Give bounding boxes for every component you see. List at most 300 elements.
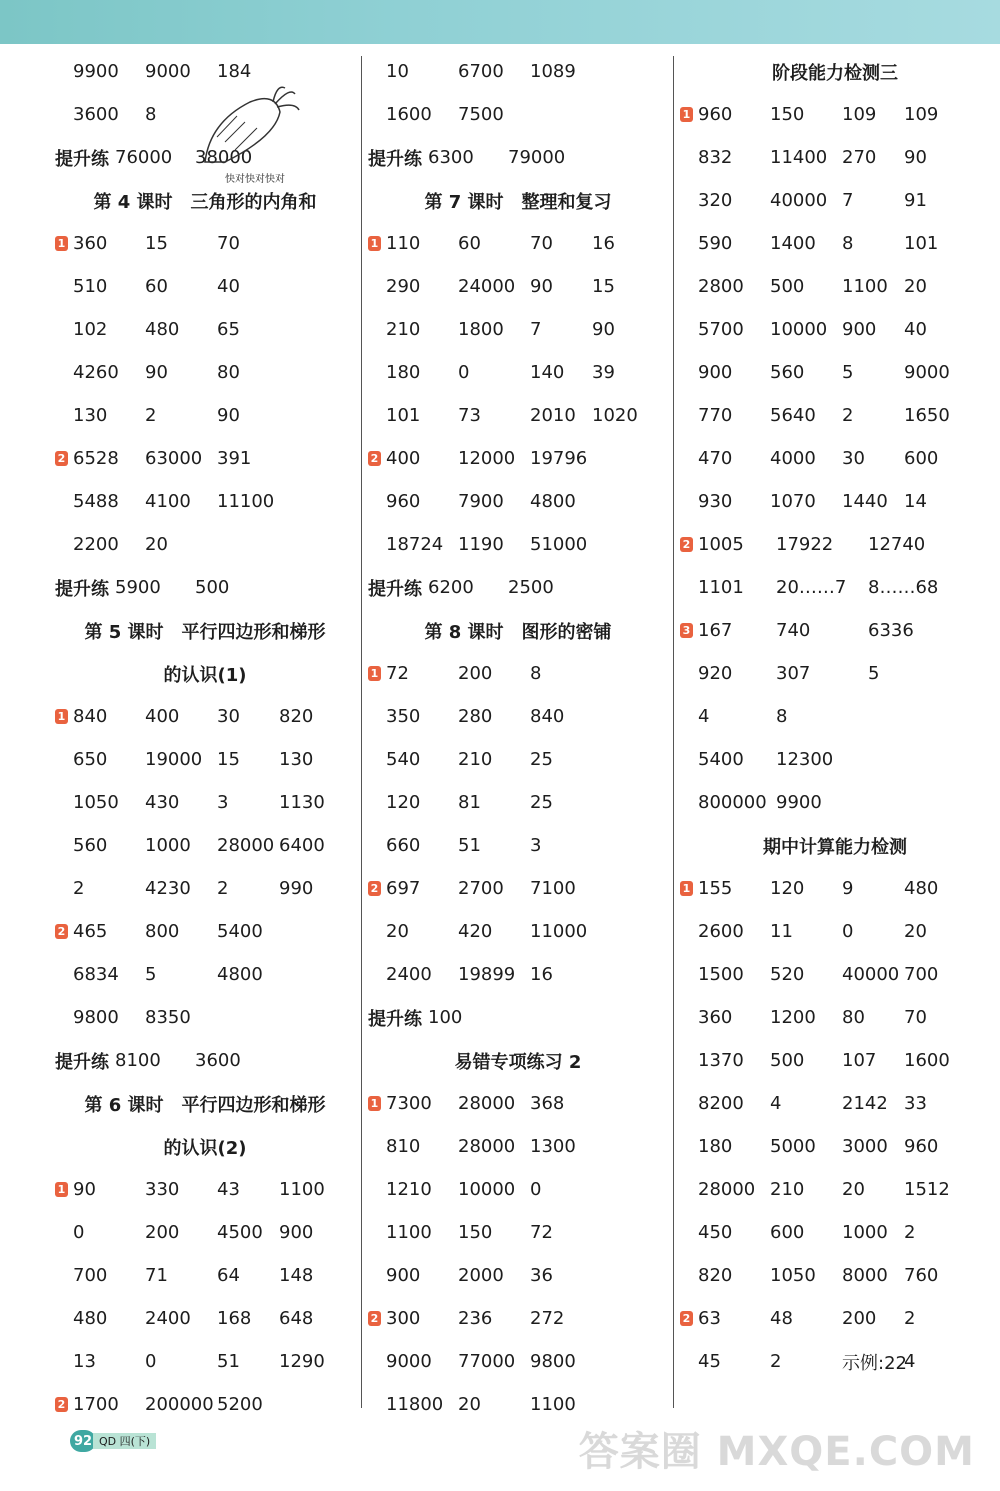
answer-row	[368, 351, 668, 394]
answer-value: 130	[279, 749, 314, 770]
question-number-badge: 2	[55, 451, 68, 466]
answer-value: 30	[217, 706, 240, 727]
answer-row	[680, 996, 990, 1039]
answer-value: 280	[458, 706, 493, 727]
answer-row	[55, 996, 355, 1039]
answer-value: 840	[530, 706, 565, 727]
answer-value: 2	[904, 1308, 916, 1329]
answer-value: 148	[279, 1265, 314, 1286]
answer-row	[368, 136, 668, 179]
answer-value: 5	[145, 964, 157, 985]
answer-row	[55, 523, 355, 566]
practice-label: 提升练	[368, 1008, 422, 1030]
section-title: 的认识(1)	[163, 664, 247, 686]
answer-value: 8100	[115, 1050, 161, 1071]
answer-value: 60	[458, 233, 481, 254]
answer-value: 800	[145, 921, 180, 942]
answer-row	[680, 523, 990, 566]
answer-value: 1650	[904, 405, 950, 426]
answer-value: 430	[145, 792, 180, 813]
answer-value: 8	[530, 663, 542, 684]
answer-value: 6700	[458, 61, 504, 82]
answer-value: 12740	[868, 534, 926, 555]
answer-row	[368, 1254, 668, 1297]
answer-value: 4	[904, 1351, 916, 1372]
answer-value: 3	[530, 835, 542, 856]
answer-value: 70	[530, 233, 553, 254]
answer-value: 210	[770, 1179, 805, 1200]
answer-value: 4000	[770, 448, 816, 469]
book-label: QD 四(下)	[93, 1433, 156, 1449]
answer-value: 示例:22	[842, 1352, 907, 1374]
answer-value: 1100	[842, 276, 888, 297]
watermark: 答案圈 MXQE.COM	[578, 1429, 975, 1475]
question-number-badge: 2	[55, 924, 68, 939]
answer-value: 14	[904, 491, 927, 512]
answer-value: 2	[904, 1222, 916, 1243]
answer-value: 1600	[904, 1050, 950, 1071]
answer-row	[55, 222, 355, 265]
answer-value: 1101	[698, 577, 744, 598]
answer-value: 70	[904, 1007, 927, 1028]
answer-value: 43	[217, 1179, 240, 1200]
question-number-badge: 1	[55, 236, 68, 251]
answer-value: 200	[842, 1308, 877, 1329]
answer-value: 6400	[279, 835, 325, 856]
answer-value: 1190	[458, 534, 504, 555]
answer-value: 660	[386, 835, 421, 856]
answer-row	[368, 265, 668, 308]
answer-value: 1000	[145, 835, 191, 856]
answer-row	[368, 1297, 668, 1340]
answer-row	[55, 351, 355, 394]
answer-value: 1800	[458, 319, 504, 340]
answer-value: 90	[530, 276, 553, 297]
answer-value: 3000	[842, 1136, 888, 1157]
answer-value: 5700	[698, 319, 744, 340]
answer-value: 77000	[458, 1351, 516, 1372]
section-title: 阶段能力检测三	[772, 62, 898, 84]
answer-value: 20	[145, 534, 168, 555]
answer-value: 36	[530, 1265, 553, 1286]
answer-value: 840	[73, 706, 108, 727]
answer-value: 2400	[145, 1308, 191, 1329]
answer-value: 48	[770, 1308, 793, 1329]
answer-row	[368, 1211, 668, 1254]
answer-row	[680, 222, 990, 265]
answer-value: 7500	[458, 104, 504, 125]
answer-value: 1070	[770, 491, 816, 512]
answer-value: 9900	[73, 61, 119, 82]
section-title: 第 8 课时 图形的密铺	[424, 621, 612, 643]
answer-value: 480	[145, 319, 180, 340]
answer-row	[680, 566, 990, 609]
question-number-badge: 2	[680, 537, 693, 552]
answer-value: 107	[842, 1050, 877, 1071]
section-title: 第 5 课时 平行四边形和梯形	[84, 621, 326, 643]
answer-row	[55, 738, 355, 781]
section-title: 第 7 课时 整理和复习	[424, 191, 612, 213]
answer-value: 11400	[770, 147, 828, 168]
answer-value: 5	[842, 362, 854, 383]
answer-value: 109	[904, 104, 939, 125]
answer-value: 770	[698, 405, 733, 426]
answer-row	[55, 437, 355, 480]
answer-value: 590	[698, 233, 733, 254]
question-number-badge: 1	[55, 1182, 68, 1197]
answer-value: 560	[770, 362, 805, 383]
answer-value: 920	[698, 663, 733, 684]
answer-value: 9000	[904, 362, 950, 383]
answer-row	[55, 781, 355, 824]
answer-value: 0	[458, 362, 470, 383]
section-title: 第 6 课时 平行四边形和梯形	[84, 1094, 326, 1116]
answer-value: 1020	[592, 405, 638, 426]
answer-value: 832	[698, 147, 733, 168]
answer-value: 320	[698, 190, 733, 211]
practice-label: 提升练	[55, 148, 109, 170]
answer-row	[680, 1125, 990, 1168]
answer-value: 65	[217, 319, 240, 340]
answer-value: 465	[73, 921, 108, 942]
answer-value: 3600	[195, 1050, 241, 1071]
answer-value: 15	[145, 233, 168, 254]
answer-value: 33	[904, 1093, 927, 1114]
answer-value: 40000	[770, 190, 828, 211]
answer-value: 4800	[530, 491, 576, 512]
answer-value: 100	[428, 1007, 463, 1028]
answer-value: 6300	[428, 147, 474, 168]
section-title: 第 4 课时 三角形的内角和	[93, 191, 317, 213]
answer-value: 900	[698, 362, 733, 383]
column-divider	[361, 56, 362, 1408]
answer-value: 51	[217, 1351, 240, 1372]
answer-value: 1200	[770, 1007, 816, 1028]
answer-value: 130	[73, 405, 108, 426]
illustration-caption: 快对快对快对	[225, 174, 285, 185]
answer-value: 1050	[73, 792, 119, 813]
practice-label: 提升练	[55, 578, 109, 600]
answer-value: 168	[217, 1308, 252, 1329]
answer-row	[55, 953, 355, 996]
question-number-badge: 1	[368, 666, 381, 681]
answer-value: 0	[530, 1179, 542, 1200]
answer-value: 360	[698, 1007, 733, 1028]
answer-row	[680, 351, 990, 394]
answer-value: 200	[458, 663, 493, 684]
answer-value: 15	[592, 276, 615, 297]
answer-value: 13	[73, 1351, 96, 1372]
question-number-badge: 1	[680, 881, 693, 896]
section-title: 易错专项练习 2	[454, 1051, 582, 1073]
answer-value: 6834	[73, 964, 119, 985]
answer-row	[55, 566, 355, 609]
answer-value: 91	[904, 190, 927, 211]
answer-value: 500	[770, 276, 805, 297]
answer-value: 90	[145, 362, 168, 383]
answer-row	[55, 308, 355, 351]
answer-value: 28000	[217, 835, 275, 856]
answer-value: 6200	[428, 577, 474, 598]
answer-value: 290	[386, 276, 421, 297]
answer-value: 2000	[458, 1265, 504, 1286]
answer-value: 368	[530, 1093, 565, 1114]
answer-value: 155	[698, 878, 733, 899]
answer-value: 520	[770, 964, 805, 985]
answer-row	[55, 867, 355, 910]
answer-value: 5900	[115, 577, 161, 598]
answer-value: 150	[458, 1222, 493, 1243]
answer-value: 1100	[279, 1179, 325, 1200]
answer-value: 8……68	[868, 577, 939, 598]
answer-value: 7900	[458, 491, 504, 512]
answer-row	[680, 480, 990, 523]
answer-value: 930	[698, 491, 733, 512]
answer-value: 8	[776, 706, 788, 727]
answer-row	[680, 652, 990, 695]
answer-value: 101	[904, 233, 939, 254]
answer-value: 0	[145, 1351, 157, 1372]
answer-value: 140	[530, 362, 565, 383]
answer-value: 5	[868, 663, 880, 684]
answer-row	[368, 480, 668, 523]
answer-value: 64	[217, 1265, 240, 1286]
answer-value: 51000	[530, 534, 588, 555]
answer-value: 960	[698, 104, 733, 125]
answer-value: 3	[217, 792, 229, 813]
answer-row	[368, 781, 668, 824]
answer-value: 1500	[698, 964, 744, 985]
answer-row	[368, 867, 668, 910]
answer-value: 820	[698, 1265, 733, 1286]
answer-value: 210	[386, 319, 421, 340]
answer-value: 8000	[842, 1265, 888, 1286]
answer-value: 697	[386, 878, 421, 899]
answer-value: 500	[770, 1050, 805, 1071]
answer-value: 10	[386, 61, 409, 82]
answer-value: 760	[904, 1265, 939, 1286]
answer-row	[368, 996, 668, 1039]
answer-row	[680, 1082, 990, 1125]
answer-value: 80	[217, 362, 240, 383]
answer-value: 1300	[530, 1136, 576, 1157]
answer-value: 76000	[115, 147, 173, 168]
answer-row	[680, 1168, 990, 1211]
answer-value: 600	[770, 1222, 805, 1243]
answer-value: 11100	[217, 491, 275, 512]
answer-value: 450	[698, 1222, 733, 1243]
answer-row	[680, 695, 990, 738]
answer-row	[55, 695, 355, 738]
answer-value: 2010	[530, 405, 576, 426]
answer-value: 12000	[458, 448, 516, 469]
answer-row	[368, 50, 668, 93]
answer-value: 81	[458, 792, 481, 813]
answer-value: 6528	[73, 448, 119, 469]
answer-value: 480	[73, 1308, 108, 1329]
practice-label: 提升练	[368, 578, 422, 600]
answer-value: 5200	[217, 1394, 263, 1415]
answer-value: 4800	[217, 964, 263, 985]
answer-value: 700	[73, 1265, 108, 1286]
answer-value: 20	[458, 1394, 481, 1415]
answer-row	[680, 781, 990, 824]
answer-value: 960	[386, 491, 421, 512]
answer-value: 510	[73, 276, 108, 297]
page-number: 92	[70, 1430, 96, 1452]
answer-value: 2	[73, 878, 85, 899]
answer-value: 900	[279, 1222, 314, 1243]
answer-column-3	[680, 50, 990, 1383]
answer-value: 25	[530, 792, 553, 813]
answer-row	[368, 652, 668, 695]
answer-value: 51	[458, 835, 481, 856]
answer-value: 40	[904, 319, 927, 340]
answer-value: 5488	[73, 491, 119, 512]
answer-value: 102	[73, 319, 108, 340]
answer-value: 90	[73, 1179, 96, 1200]
answer-value: 1005	[698, 534, 744, 555]
answer-value: 200	[145, 1222, 180, 1243]
answer-value: 540	[386, 749, 421, 770]
answer-value: 2142	[842, 1093, 888, 1114]
answer-value: 9	[842, 878, 854, 899]
section-title: 的认识(2)	[163, 1137, 247, 1159]
answer-value: 820	[279, 706, 314, 727]
answer-value: 20	[904, 276, 927, 297]
answer-value: 11	[770, 921, 793, 942]
answer-value: 25	[530, 749, 553, 770]
answer-value: 7	[530, 319, 542, 340]
carrot-illustration-icon	[195, 82, 305, 172]
question-number-badge: 1	[368, 236, 381, 251]
practice-label: 提升练	[55, 1051, 109, 1073]
answer-value: 19000	[145, 749, 203, 770]
answer-value: 648	[279, 1308, 314, 1329]
answer-value: 120	[770, 878, 805, 899]
answer-row	[368, 222, 668, 265]
answer-value: 38000	[195, 147, 253, 168]
answer-value: 90	[904, 147, 927, 168]
answer-value: 300	[386, 1308, 421, 1329]
top-banner	[0, 0, 1000, 44]
answer-row	[680, 910, 990, 953]
answer-value: 70	[217, 233, 240, 254]
answer-value: 60	[145, 276, 168, 297]
answer-row	[680, 437, 990, 480]
answer-value: 90	[217, 405, 240, 426]
answer-value: 2	[145, 405, 157, 426]
answer-row	[368, 1125, 668, 1168]
answer-value: 1600	[386, 104, 432, 125]
answer-value: 17922	[776, 534, 834, 555]
answer-value: 90	[592, 319, 615, 340]
answer-value: 28000	[458, 1093, 516, 1114]
column-divider	[673, 56, 674, 1408]
answer-row	[680, 1254, 990, 1297]
answer-value: 650	[73, 749, 108, 770]
answer-value: 307	[776, 663, 811, 684]
answer-value: 80	[842, 1007, 865, 1028]
answer-value: 8	[842, 233, 854, 254]
answer-value: 270	[842, 147, 877, 168]
answer-row	[55, 1254, 355, 1297]
page-footer	[70, 1430, 156, 1452]
answer-value: 9800	[530, 1351, 576, 1372]
answer-row	[680, 179, 990, 222]
answer-row	[55, 910, 355, 953]
answer-value: 7300	[386, 1093, 432, 1114]
answer-value: 210	[458, 749, 493, 770]
answer-row	[55, 394, 355, 437]
question-number-badge: 1	[680, 107, 693, 122]
answer-value: 15	[217, 749, 240, 770]
answer-value: 400	[145, 706, 180, 727]
answer-row	[368, 738, 668, 781]
answer-value: 4	[770, 1093, 782, 1114]
answer-value: 2800	[698, 276, 744, 297]
answer-value: 350	[386, 706, 421, 727]
answer-row	[55, 1039, 355, 1082]
answer-value: 330	[145, 1179, 180, 1200]
answer-value: 1089	[530, 61, 576, 82]
section-title: 期中计算能力检测	[763, 836, 907, 858]
answer-value: 2600	[698, 921, 744, 942]
answer-row	[680, 265, 990, 308]
answer-value: 79000	[508, 147, 566, 168]
answer-value: 1050	[770, 1265, 816, 1286]
answer-value: 1130	[279, 792, 325, 813]
answer-value: 72	[386, 663, 409, 684]
answer-value: 990	[279, 878, 314, 899]
answer-value: 800000	[698, 792, 767, 813]
answer-column-1	[55, 50, 355, 1426]
answer-value: 11800	[386, 1394, 444, 1415]
answer-value: 0	[842, 921, 854, 942]
answer-value: 400	[386, 448, 421, 469]
answer-value: 12300	[776, 749, 834, 770]
answer-value: 1100	[530, 1394, 576, 1415]
answer-column-2	[368, 50, 668, 1426]
answer-value: 5400	[217, 921, 263, 942]
answer-value: 110	[386, 233, 421, 254]
answer-value: 9900	[776, 792, 822, 813]
question-number-badge: 2	[368, 451, 381, 466]
answer-value: 45	[698, 1351, 721, 1372]
answer-value: 5400	[698, 749, 744, 770]
answer-value: 40	[217, 276, 240, 297]
answer-value: 4500	[217, 1222, 263, 1243]
answer-value: 9800	[73, 1007, 119, 1028]
answer-value: 28000	[458, 1136, 516, 1157]
practice-label: 提升练	[368, 148, 422, 170]
answer-value: 1400	[770, 233, 816, 254]
answer-value: 28000	[698, 1179, 756, 1200]
answer-row	[680, 867, 990, 910]
answer-row	[368, 1168, 668, 1211]
answer-value: 180	[698, 1136, 733, 1157]
answer-row	[55, 480, 355, 523]
answer-value: 9000	[386, 1351, 432, 1372]
answer-row	[680, 609, 990, 652]
answer-value: 900	[386, 1265, 421, 1286]
answer-value: 8200	[698, 1093, 744, 1114]
answer-value: 180	[386, 362, 421, 383]
answer-row	[368, 910, 668, 953]
answer-row	[368, 308, 668, 351]
answer-value: 120	[386, 792, 421, 813]
answer-value: 360	[73, 233, 108, 254]
